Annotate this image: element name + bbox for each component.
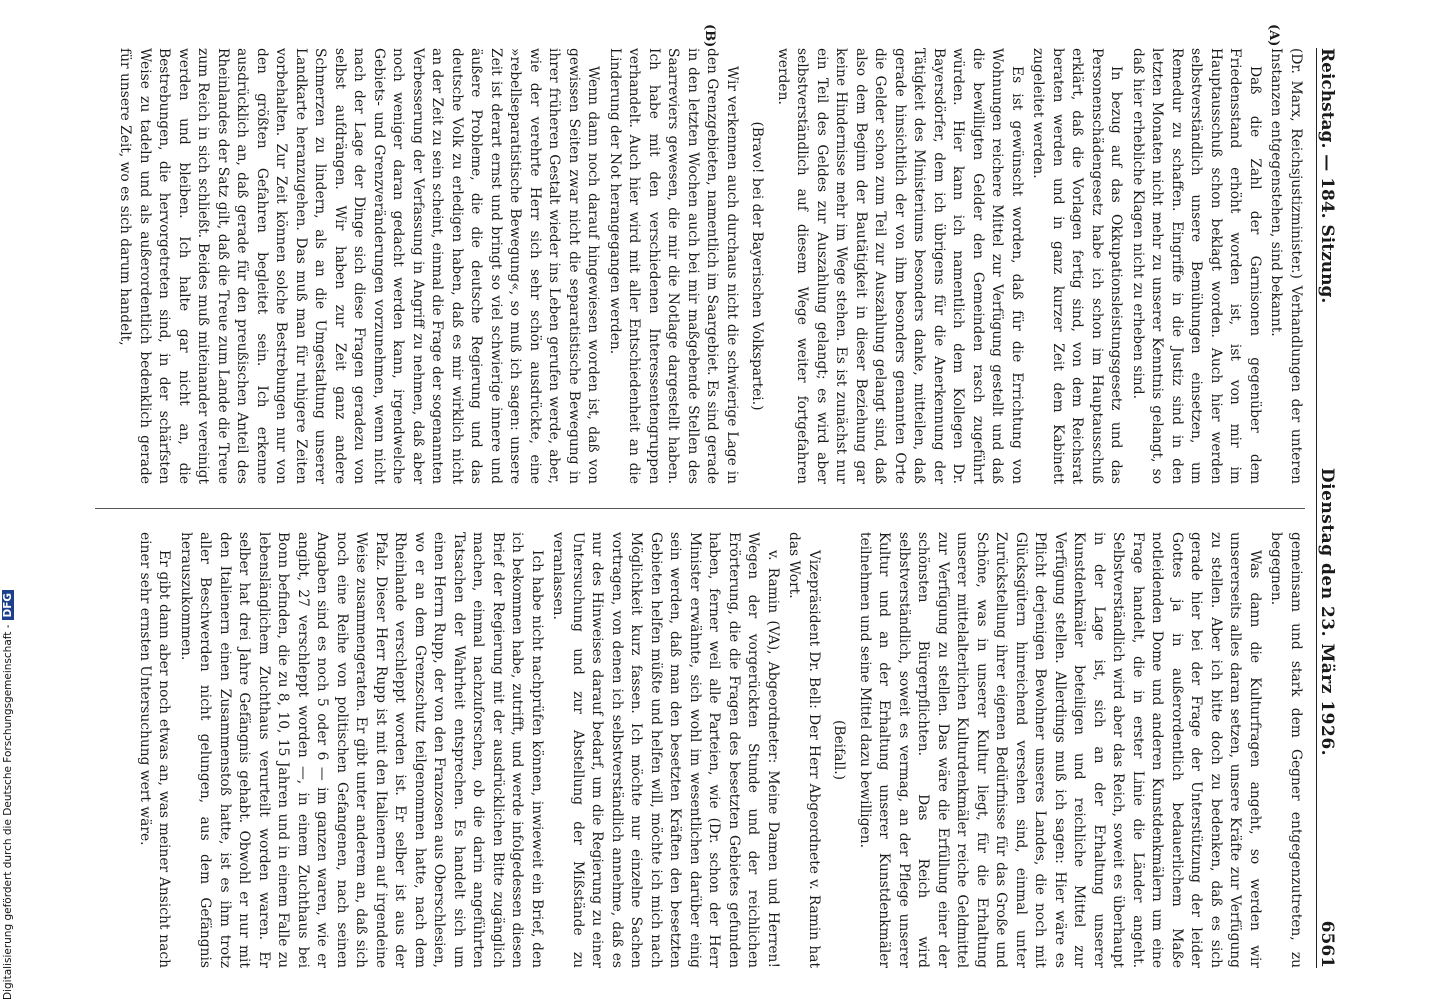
applause-note: (Bravo! bei der Bayerischen Volkspartei.) — [749, 121, 766, 411]
paragraph: (Dr. Marx, Reichsjustizminister.) Verhandlungen der unteren Instanzen entgegenstehen, sind bekannt. — [1268, 48, 1304, 484]
credit-text: Digitalisierung gefördert durch die Deutsche Forschungsgemeinschaft - — [2, 624, 14, 1000]
paragraph: Daß die Zahl der Garnisonen gegenüber dem Friedensstand erhöht worden ist, ist von mir im Hauptausschuß schon beklagt worden. Auch hier werden selbstverständlich unsere Bemühungen einsetzen, um Remedur zu schaffen. Eingriffe in die Justiz sind in den letzten Monaten nicht mehr zu unserer Kenntnis gelangt, so daß hier erhebliche Klagen nicht zu erheben sind. — [1130, 48, 1263, 484]
paragraph: Er gibt dann aber noch etwas an, was meiner Ansicht nach einer sehr ernsten Untersuchung wert wäre. — [137, 532, 173, 968]
paragraph: gemeinsam und stark dem Gegner entgegenzutreten, zu begegnen. — [1268, 532, 1304, 968]
paragraph: Ich habe nicht nachprüfen können, inwieweit ein Brief, den ich bekommen habe, zutrifft, und werde infolgedessen diesen Brief der Regierung mit der ausdrücklichen Bitte zugänglich machen, einmal nachzuforschen, ob die darin angeführten Tatsachen der Wahrheit entsprechen. Es handelt sich um einen Herrn Rupp, der von den Franzosen aus Oberschlesien, wo er an dem Grenzschutz teilgenommen hatte, nach dem Rheinlande verschleppt worden ist. Er selber ist aus der Pfalz. Dieser Herr Rupp ist mit den Italienern auf irgendeine Weise zusammengeraten. Er gibt unter anderem an, daß sich noch eine Reihe von politischen Gefangenen, nach seinen Angaben sind es noch 5 oder 6 — im ganzen waren, wie er angibt, 27 verschleppt worden —, in einem Zuchthaus bei Bonn befinden, die zu 8, 10, 15 Jahren und in einem Falle zu lebenslänglichem Zuchthaus verurteilt worden waren. Er selber hat drei Jahre Gefängnis gehabt. Obwohl er nur mit den Italienern einen Zusammenstoß hatte, ist es ihm trotz aller Beschwerden nicht gelungen, aus dem Gefängnis herauszukommen. — [178, 532, 545, 968]
left-column — [113, 48, 1305, 484]
speaker-paragraph: v. Ramin (VA), Abgeordneter: Meine Damen und Herren! Wegen der vorgerückten Stunde und der reichlichen Erörterung, die die Fragen des besetzten Gebietes gefunden haben, ferner weil alle Parteien, wie (Dr. schon der Herr Minister erwähnte, sich wohl im wesentlichen darüber einig sein werden, daß man den besetzten Kräften den besetzten Gebieten helfen müßte und helfen will, möchte ich mich nach Möglichkeit kurz fassen. Ich möchte nur einzelne Sachen vortragen, von denen ich selbstverständlich annehme, daß es nur des Hinweises darauf bedarf, um die Regierung zu einer Untersuchung und zur Abstellung der Mißstände zu veranlassen. — [550, 532, 781, 968]
speaker-paragraph: Vizepräsident Dr. Bell: Der Herr Abgeordnete v. Ramin hat das Wort. — [786, 532, 822, 968]
paragraph: In bezug auf das Okkupationsleistungsgesetz und das Personenschädengesetz habe ich schon im Hauptausschuß erklärt, daß die Vorlagen fertig sind, von dem Reichsrat beraten werden und in ganz kurzer Zeit dem Kabinett zugeleitet werden. — [1030, 48, 1125, 484]
paragraph: Wenn dann noch darauf hingewiesen worden ist, daß von gewissen Seiten zwar nicht die separatistische Bewegung in ihrer früheren Gestalt wieder ins Leben gerufen werde, aber, wie der verehrte Herr sich sehr schön ausdrückte, eine »rebellseparatistische Bewegung«, so muß ich sagen: unsere Zeit ist derart ernst und bringt so viel schwierige innere und äußere Probleme, die die deutsche Regierung und das deutsche Volk zu erledigen haben, daß es mir wirklich nicht an der Zeit zu sein scheint, einmal die Frage der sogenannten Verbesserung der Verfassung in Angriff zu nehmen, daß aber noch weniger daran gedacht werden kann, irgendwelche Gebiets- und Grenzveränderungen vorzunehmen, wenn nicht nach der Lage der Dinge sich diese Fragen geradezu von selbst aufdrängen. Wir haben zur Zeit ganz andere Schmerzen zu lindern, als an die Umgestaltung unserer Landkarte heranzugehen. Das muß man für ruhigere Zeiten vorbehalten. Zur Zeit können solche Bestrebungen nur von den größten Gefahren begleitet sein. Ich erkenne ausdrücklich an, daß gerade für den preußischen Anteil des Rheinlandes der Satz gilt, daß die Treue zum Lande die Treue zum Reich in sich schließt. Beides muß miteinander vereinigt werden und bleiben. Ich halte gar nicht an, die Bestrebungen, die hervorgetreten sind, in der schärfsten Weise zu tadeln und als außerordentlich bedenklich gerade für unsere Zeit, wo es sich darum handelt, — [117, 48, 602, 484]
column-divider — [95, 508, 1305, 509]
rotated-page-content — [37, 24, 1357, 968]
margin-marker-a: (A) — [1266, 24, 1281, 47]
applause-note: (Beifall.) — [831, 719, 848, 781]
paragraph: Wir verkennen auch durchaus nicht die schwierige Lage in den Grenzgebieten, namentlich im Saargebiet. Es sind gerade in den letzten Wochen auch bei mir maßgebende Stellen des Saarreviers gewesen, die mir die Notlage dargestellt haben. Ich habe mit den verschiedenen Interessentengruppen verhandelt. Auch hier wird mit aller Entschiedenheit an die Linderung der Not herangegangen werden. — [607, 48, 740, 484]
page-number: 6561 — [1317, 920, 1337, 968]
paragraph: Was dann die Kulturfragen angeht, so werden wir unsererseits alles daran setzen, unsere Kräfte zur Verfügung zu stellen. Aber ich bitte doch zu bedenken, daß es sich gerade hier bei der Frage der Unterstützung der leider Gottes ja in außerordentlich bedauerlichem Maße notleidenden Dome und anderen Kunstdenkmälern um eine Frage handelt, die in erster Linie die Länder angeht. Selbstverständlich wird aber das Reich, soweit es überhaupt in der Lage ist, sich an der Erhaltung unserer Kunstdenkmäler beteiligen und reichliche Mittel zur Verfügung stellen. Allerdings muß ich sagen: Hier wäre es Pflicht derjenigen Bewohner unseres Landes, die noch mit Glücksgütern hinreichend versehen sind, einmal unter Zurückstellung ihrer eigenen Bedürfnisse für das Große und Schöne, was in unserer Kultur liegt, für die Erhaltung unserer mittelalterlichen Kulturdenkmäler reiche Geldmittel zur Verfügung zu stellen. Das wäre die Erfüllung einer der schönsten Bürgerpflichten. Das Reich wird selbstverständlich, soweit es vermag, an der Pflege unserer Kultur und an der Erhaltung unserer Kunstdenkmäler teilnehmen und seine Mittel dazu bewilligen. — [857, 532, 1263, 968]
page-header — [1316, 48, 1357, 968]
paragraph: Es ist gewünscht worden, daß für die Errichtung von Wohnungen reichere Mittel zur Verfügung gestellt und daß die bewilligten Gelder den Gemeinden rasch zugeführt würden. Hier kann ich namentlich dem Kollegen Dr. Bayersdörfer, dem ich übrigens für die Anerkennung der Tätigkeit des Ministeriums besonders danke, mitteilen, daß gerade hinsichtlich der von ihm besonders genannten Orte die Gelder schon zum Teil zur Auszahlung gelangt sind, daß also dem Beginn der Bautätigkeit in dieser Beziehung gar keine Hindernisse mehr im Wege stehen. Es ist zunächst nur ein Teil des Geldes zur Auszahlung gelangt; es wird aber selbstverständlich auf diesem Wege weiter fortgefahren werden. — [775, 48, 1025, 484]
digitization-credit — [2, 590, 14, 1000]
header-date: Dienstag den 23. März 1926. — [1317, 467, 1337, 757]
dfg-logo: DFG — [2, 590, 14, 621]
right-column — [133, 532, 1306, 968]
header-left: Reichstag. — 184. Sitzung. — [1317, 48, 1337, 304]
margin-marker-b: (B) — [702, 24, 717, 48]
